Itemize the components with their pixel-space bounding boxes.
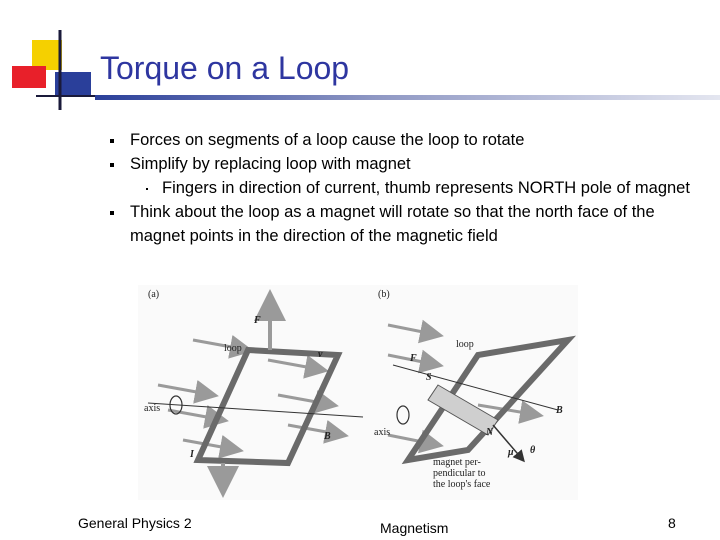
panel-b-caption-line: pendicular to: [433, 468, 486, 479]
footer-course: General Physics 2: [78, 515, 192, 531]
panel-a-velocity-label: v: [318, 349, 323, 360]
panel-b-caption-line: the loop's face: [433, 479, 491, 490]
panel-b-caption-line: magnet per-: [433, 457, 481, 468]
panel-b-south-label: S: [426, 372, 432, 383]
panel-b-label: (b): [378, 289, 390, 300]
page-number: 8: [668, 515, 676, 531]
panel-b-loop-label: loop: [456, 339, 474, 350]
title-underline: [95, 95, 720, 100]
panel-a-force-label: F: [254, 315, 261, 326]
panel-a-field-label: B: [324, 431, 331, 442]
panel-a-axis-label: axis: [144, 403, 161, 414]
panel-b-field-label: B: [556, 405, 563, 416]
panel-b-north-label: N: [486, 427, 494, 438]
slide-title: Torque on a Loop: [100, 50, 350, 86]
panel-b-axis-label: axis: [374, 427, 391, 438]
bullet-item: Think about the loop as a magnet will rotate so that the north face of the magnet points in the direction of the magnetic field: [110, 200, 690, 248]
panel-b-theta-label: θ: [530, 445, 536, 456]
bullet-item: Forces on segments of a loop cause the loop to rotate: [110, 128, 690, 152]
panel-b-force-label: F: [410, 353, 417, 364]
panel-b-mu-label: μ: [508, 447, 514, 458]
sub-bullet-item: Fingers in direction of current, thumb represents NORTH pole of magnet: [110, 176, 690, 200]
panel-a-loop-label: loop: [224, 343, 242, 354]
torque-figure: [138, 285, 578, 500]
panel-a-current-label: I: [190, 449, 194, 460]
slide-logo: [0, 0, 110, 115]
logo-yellow-square: [32, 40, 62, 70]
logo-red-square: [12, 66, 46, 88]
panel-a-label: (a): [148, 289, 160, 300]
bullet-item: Simplify by replacing loop with magnet: [110, 152, 690, 176]
footer-topic: Magnetism: [380, 520, 449, 536]
bullet-list: [110, 128, 690, 248]
